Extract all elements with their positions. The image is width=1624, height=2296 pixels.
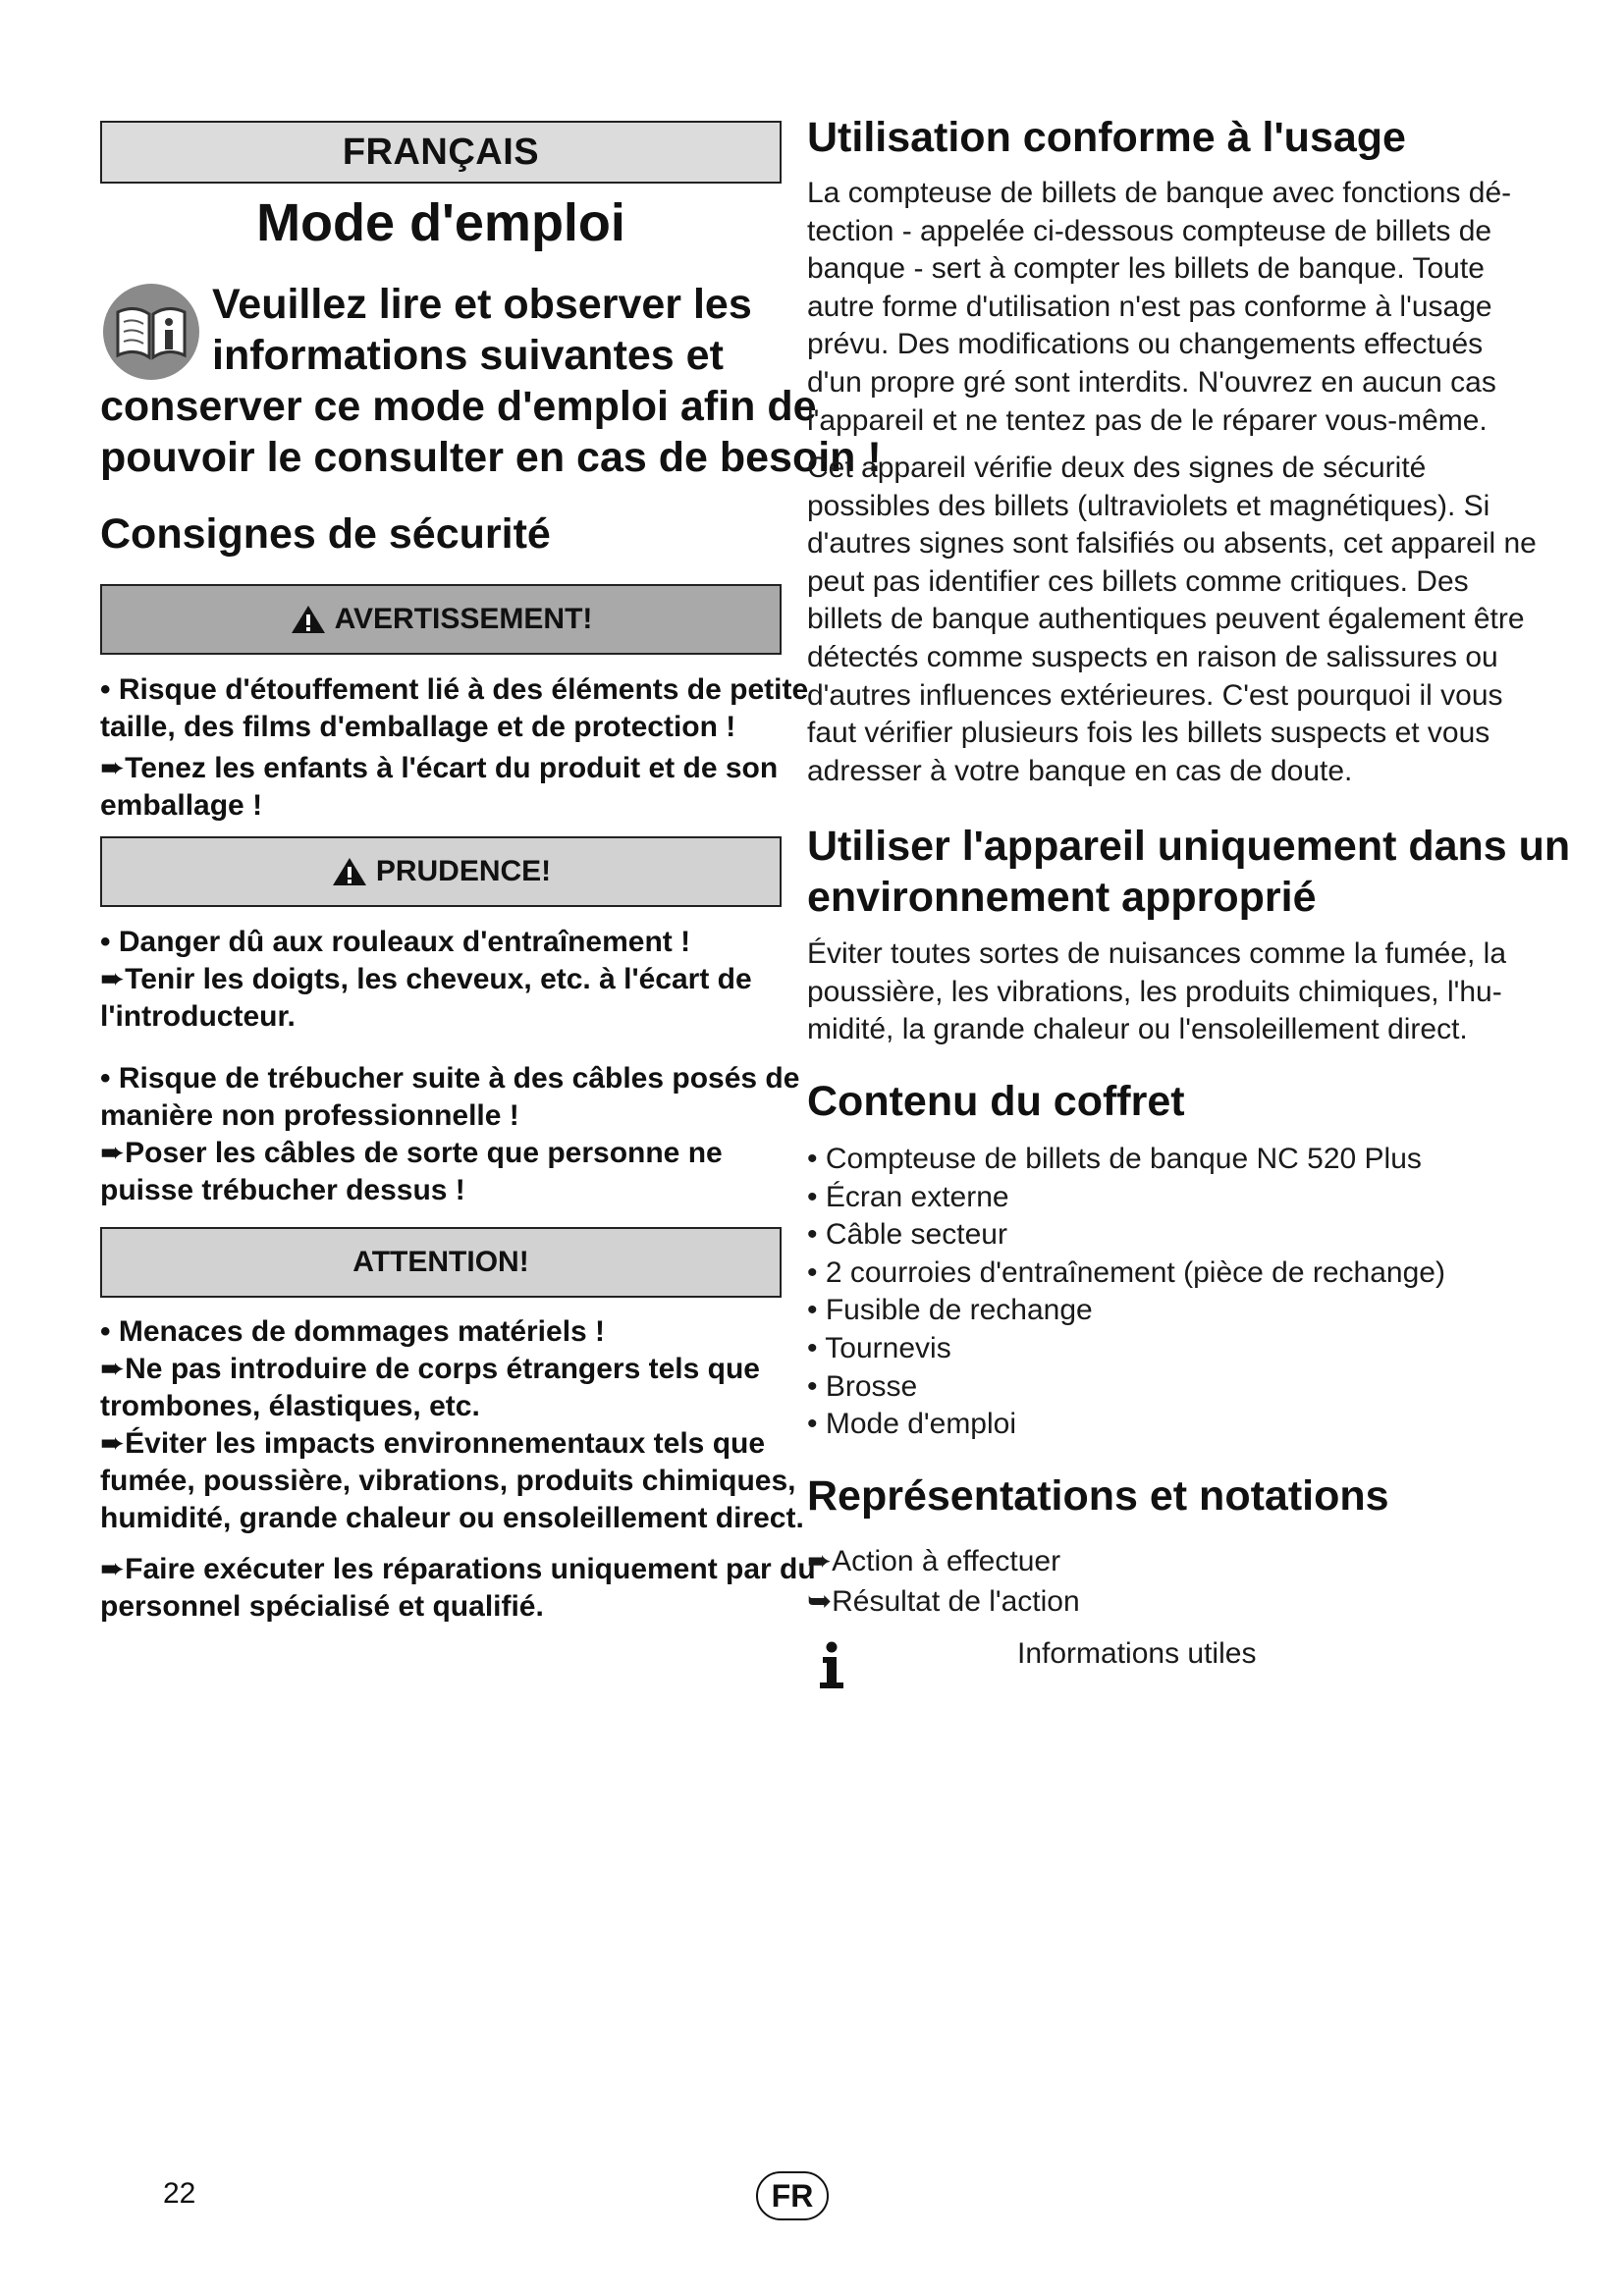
text-line: billets de banque authentiques peuvent également être bbox=[807, 603, 1525, 636]
attention-bar bbox=[100, 1227, 782, 1298]
caution-risk-2 bbox=[100, 1060, 800, 1209]
text-line: autre forme d'utilisation n'est pas conforme à l'usage bbox=[807, 290, 1492, 323]
text-line: d'autres signes sont falsifiés ou absents, cet appareil ne bbox=[807, 527, 1537, 561]
warning-action bbox=[100, 750, 787, 825]
warning-triangle-icon bbox=[290, 604, 327, 635]
action-line: humidité, grande chaleur ou ensoleillement direct. bbox=[100, 1502, 804, 1534]
warning-label: AVERTISSEMENT! bbox=[334, 603, 593, 635]
text-line: Cet appareil vérifie deux des signes de sécurité bbox=[807, 452, 1427, 484]
action-line: l'introducteur. bbox=[100, 1000, 296, 1033]
text-line: tection - appelée ci-dessous compteuse de billets de bbox=[807, 214, 1492, 247]
list-item: • Tournevis bbox=[807, 1331, 951, 1364]
language-header-bar bbox=[100, 121, 782, 184]
text-line: faut vérifier plusieurs fois les billets suspects et vous bbox=[807, 717, 1490, 750]
caution-risk-1 bbox=[100, 924, 787, 1036]
action-line: ➨Poser les câbles de sorte que personne ne bbox=[100, 1137, 723, 1169]
caution-triangle-icon bbox=[331, 856, 368, 887]
environment-heading-line-1: Utiliser l'appareil uniquement dans un bbox=[807, 823, 1571, 870]
risk-line: • Menaces de dommages matériels ! bbox=[100, 1315, 606, 1348]
notice-line: pouvoir le consulter en cas de besoin ! bbox=[100, 434, 882, 481]
action-line: ➨Tenez les enfants à l'écart du produit et de son bbox=[100, 752, 779, 784]
risk-line: taille, des films d'emballage et de protection ! bbox=[100, 711, 736, 743]
risk-line: • Risque de trébucher suite à des câbles posés de bbox=[100, 1062, 800, 1095]
notation-result: ➥Résultat de l'action bbox=[807, 1585, 1080, 1618]
environment-paragraph bbox=[807, 935, 1507, 1049]
action-line: personnel spécialisé et qualifié. bbox=[100, 1590, 544, 1623]
action-line: emballage ! bbox=[100, 789, 263, 822]
risk-line: • Risque d'étouffement lié à des éléments de petite bbox=[100, 673, 809, 706]
warning-text bbox=[100, 671, 809, 746]
action-line: trombones, élastiques, etc. bbox=[100, 1390, 480, 1422]
language-label: FRANÇAIS bbox=[342, 131, 540, 173]
intended-use-heading: Utilisation conforme à l'usage bbox=[807, 114, 1406, 161]
caution-bar bbox=[100, 836, 782, 907]
list-item: • Câble secteur bbox=[807, 1218, 1007, 1252]
text-line: peut pas identifier ces billets comme critiques. Des bbox=[807, 564, 1469, 598]
action-line: ➨Faire exécuter les réparations uniquement par du bbox=[100, 1553, 816, 1585]
intended-use-paragraph-1 bbox=[807, 175, 1512, 440]
text-line: détectés comme suspects en raison de salissures ou bbox=[807, 640, 1498, 673]
text-line: poussière, les vibrations, les produits chimiques, l'hu- bbox=[807, 975, 1502, 1008]
text-line: d'un propre gré sont interdits. N'ouvrez en aucun cas bbox=[807, 365, 1496, 399]
text-line: midité, la grande chaleur ou l'ensoleillement direct. bbox=[807, 1013, 1468, 1046]
action-line: ➨Ne pas introduire de corps étrangers tels que bbox=[100, 1353, 760, 1385]
action-line: ➨Éviter les impacts environnementaux tels que bbox=[100, 1427, 766, 1460]
attention-label: ATTENTION! bbox=[352, 1246, 529, 1278]
notation-action: ➨Action à effectuer bbox=[807, 1545, 1061, 1577]
text-line: banque - sert à compter les billets de banque. Toute bbox=[807, 252, 1485, 286]
box-contents-list bbox=[807, 1141, 1445, 1444]
text-line: prévu. Des modifications ou changements effectués bbox=[807, 328, 1484, 361]
list-item: • Compteuse de billets de banque NC 520 Plus bbox=[807, 1143, 1422, 1175]
list-item: • Fusible de rechange bbox=[807, 1294, 1093, 1327]
language-badge bbox=[756, 2171, 829, 2220]
intended-use-paragraph-2 bbox=[807, 450, 1537, 790]
list-item: • Mode d'emploi bbox=[807, 1408, 1017, 1441]
notation-info: Informations utiles bbox=[1017, 1637, 1257, 1670]
language-code: FR bbox=[771, 2177, 814, 2214]
page-title: Mode d'emploi bbox=[256, 193, 625, 252]
text-line: adresser à votre banque en cas de doute. bbox=[807, 754, 1353, 787]
text-line: La compteuse de billets de banque avec fonctions dé- bbox=[807, 177, 1512, 209]
risk-line: • Danger dû aux rouleaux d'entraînement ! bbox=[100, 926, 691, 958]
list-item: • Brosse bbox=[807, 1369, 918, 1403]
list-item: • Écran externe bbox=[807, 1180, 1009, 1213]
text-line: Éviter toutes sortes de nuisances comme la fumée, la bbox=[807, 937, 1507, 970]
risk-line: manière non professionnelle ! bbox=[100, 1099, 519, 1132]
environment-heading-line-2: environnement approprié bbox=[807, 874, 1317, 921]
text-line: l'appareil et ne tentez pas de le réparer vous-même. bbox=[807, 403, 1488, 437]
caution-label: PRUDENCE! bbox=[375, 855, 552, 887]
attention-text bbox=[100, 1313, 804, 1537]
notice-line: Veuillez lire et observer les bbox=[212, 281, 752, 328]
notice-line: conserver ce mode d'emploi afin de bbox=[100, 383, 817, 430]
list-item: • 2 courroies d'entraînement (pièce de rechange) bbox=[807, 1255, 1445, 1289]
notice-line: informations suivantes et bbox=[212, 332, 724, 379]
action-line: puisse trébucher dessus ! bbox=[100, 1174, 465, 1206]
box-contents-heading: Contenu du coffret bbox=[807, 1078, 1185, 1125]
attention-repair bbox=[100, 1551, 816, 1626]
page-number: 22 bbox=[163, 2177, 196, 2210]
warning-bar bbox=[100, 584, 782, 655]
read-instructions-notice bbox=[100, 279, 882, 483]
notations-heading: Représentations et notations bbox=[807, 1472, 1389, 1520]
action-line: fumée, poussière, vibrations, produits chimiques, bbox=[100, 1465, 796, 1497]
safety-heading: Consignes de sécurité bbox=[100, 510, 551, 558]
text-line: d'autres influences extérieures. C'est pourquoi il vous bbox=[807, 678, 1503, 712]
text-line: possibles des billets (ultraviolets et magnétiques). Si bbox=[807, 489, 1490, 522]
action-line: ➨Tenir les doigts, les cheveux, etc. à l'écart de bbox=[100, 963, 752, 995]
info-icon bbox=[815, 1641, 848, 1690]
